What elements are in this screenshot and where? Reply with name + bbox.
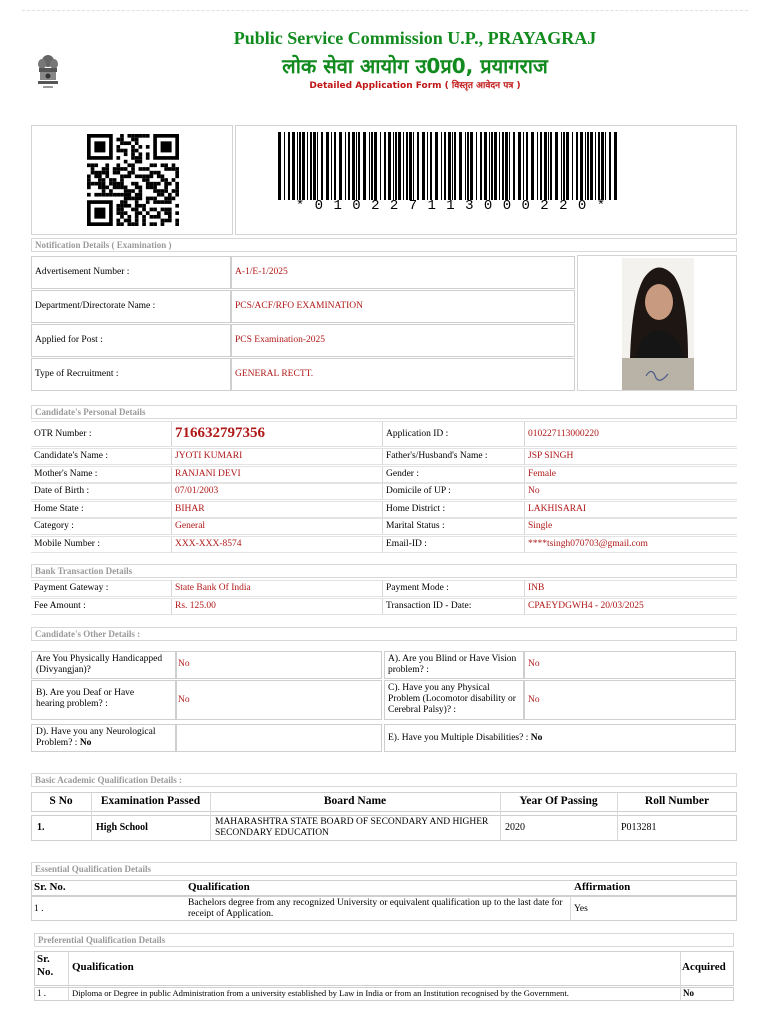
qr-code-box <box>31 125 233 235</box>
title-english: Public Service Commission U.P., PRAYAGRAJ <box>233 28 597 48</box>
application-id-value: 010227113000220 <box>528 429 599 439</box>
personal-value-2: ****tsingh070703@gmail.com <box>528 538 648 549</box>
preferential-header-srno: Sr. No. <box>37 953 54 978</box>
bank-label: Fee Amount : <box>34 600 86 611</box>
personal-value-2: No <box>528 486 540 496</box>
personal-value-2: Single <box>528 521 553 531</box>
notification-value: PCS Examination-2025 <box>235 335 325 345</box>
photo-box <box>577 255 737 391</box>
otr-label: OTR Number : <box>34 429 92 439</box>
otr-value: 716632797356 <box>175 425 265 441</box>
essential-header-affirmation: Affirmation <box>574 881 631 893</box>
academic-section-title: Basic Academic Qualification Details : <box>31 773 737 787</box>
notification-label: Department/Directorate Name : <box>35 301 156 311</box>
academic-year: 2020 <box>505 822 525 833</box>
personal-label-2: Home District : <box>386 503 446 514</box>
deaf-question: B). Are you Deaf or Have hearing problem? : <box>36 688 135 709</box>
personal-label: Date of Birth : <box>34 486 90 496</box>
academic-sno: 1. <box>37 822 45 833</box>
academic-exam: High School <box>96 822 148 833</box>
preferential-section-title: Preferential Qualification Details <box>34 933 734 947</box>
academic-header-roll: Roll Number <box>644 795 710 807</box>
deaf-answer: No <box>178 695 190 705</box>
top-rule <box>22 10 748 11</box>
bank-value: Rs. 125.00 <box>175 600 216 611</box>
notification-section-title: Notification Details ( Examination ) <box>31 238 737 252</box>
personal-label: Category : <box>34 521 74 531</box>
physically-handicapped-question: Are You Physically Handicapped (Divyangjan)? <box>36 654 163 675</box>
personal-label-2: Gender : <box>386 468 419 479</box>
bank-label: Payment Gateway : <box>34 583 109 593</box>
candidate-photo <box>622 258 694 390</box>
personal-label: Mobile Number : <box>34 538 100 549</box>
personal-value: XXX-XXX-8574 <box>175 538 242 549</box>
personal-value: General <box>175 521 206 531</box>
academic-roll: P013281 <box>621 822 657 833</box>
essential-header-srno: Sr. No. <box>34 881 66 893</box>
personal-label-2: Email-ID : <box>386 538 427 549</box>
multiple-disabilities-answer: No <box>530 733 543 743</box>
bank-label-2: Transaction ID - Date: <box>386 600 472 611</box>
bank-section-title: Bank Transaction Details <box>31 564 737 578</box>
notification-label: Type of Recruitment : <box>35 369 119 379</box>
personal-value-2: LAKHISARAI <box>528 503 587 514</box>
title-hindi: लोक सेवा आयोग उ0प्र0, प्रयागराज <box>282 54 548 78</box>
notification-label: Advertisement Number : <box>35 267 130 277</box>
bank-value-2: CPAEYDGWH4 - 20/03/2025 <box>528 600 644 611</box>
form-title: Detailed Application Form ( विस्तृत आवेदन पत्र ) <box>309 81 521 91</box>
personal-value-2: Female <box>528 468 556 479</box>
personal-label: Home State : <box>34 503 84 514</box>
preferential-header-qualification: Qualification <box>72 961 134 973</box>
barcode-icon <box>278 132 618 200</box>
blind-question: A). Are you Blind or Have Vision problem? : <box>388 654 517 675</box>
preferential-acquired: No <box>683 988 694 998</box>
multiple-disabilities-question: E). Have you Multiple Disabilities? : No <box>388 733 543 743</box>
academic-header-exam: Examination Passed <box>100 795 201 807</box>
neurological-answer: No <box>79 738 92 748</box>
barcode-box <box>235 125 737 235</box>
essential-srno: 1 . <box>34 904 44 914</box>
locomotor-question: C). Have you any Physical Problem (Locomotor disability or Cerebral Palsy)? : <box>388 683 516 715</box>
personal-value: JYOTI KUMARI <box>175 451 243 461</box>
notification-value: PCS/ACF/RFO EXAMINATION <box>235 301 364 311</box>
essential-section-title: Essential Qualification Details <box>31 862 737 876</box>
notification-value: GENERAL RECTT. <box>235 369 314 379</box>
academic-header-board: Board Name <box>323 795 387 807</box>
state-emblem-icon <box>34 52 62 94</box>
personal-value-2: JSP SINGH <box>528 451 574 461</box>
personal-section-title: Candidate's Personal Details <box>31 405 737 419</box>
personal-label-2: Domicile of UP : <box>386 486 451 496</box>
preferential-qualification: Diploma or Degree in public Administration from a university established by Law in India or from an Institution recognised by the Government. <box>72 988 569 998</box>
notification-value: A-1/E-1/2025 <box>235 267 288 277</box>
personal-value: RANJANI DEVI <box>175 468 241 479</box>
locomotor-answer: No <box>528 695 540 705</box>
academic-header-sno: S No <box>49 795 73 807</box>
otr-row <box>31 421 737 447</box>
other-section-title: Candidate's Other Details : <box>31 627 737 641</box>
personal-value: BIHAR <box>175 503 205 514</box>
notification-label: Applied for Post : <box>35 335 103 345</box>
essential-qualification: Bachelors degree from any recognized University or equivalent qualification up to the last date for receipt of Application. <box>188 898 563 919</box>
academic-header-year: Year Of Passing <box>519 795 598 807</box>
bank-value-2: INB <box>528 583 545 593</box>
academic-board: MAHARASHTRA STATE BOARD OF SECONDARY AND HIGHER SECONDARY EDUCATION <box>215 817 489 838</box>
bank-label-2: Payment Mode : <box>386 583 449 593</box>
personal-label: Candidate's Name : <box>34 451 108 461</box>
bank-value: State Bank Of India <box>175 583 251 593</box>
application-id-label: Application ID : <box>386 429 449 439</box>
physically-handicapped-answer: No <box>178 659 190 669</box>
personal-label-2: Marital Status : <box>386 521 445 531</box>
barcode-number: * 0 1 0 2 2 7 1 1 3 0 0 0 2 2 0 * <box>295 198 607 214</box>
essential-affirmation: Yes <box>574 904 588 914</box>
blind-answer: No <box>528 659 540 669</box>
qr-code-icon <box>87 134 179 226</box>
personal-label-2: Father's/Husband's Name : <box>386 451 488 461</box>
essential-header-qualification: Qualification <box>188 881 250 893</box>
personal-label: Mother's Name : <box>34 468 98 479</box>
neurological-question: D). Have you any Neurological Problem? : No <box>36 727 156 748</box>
preferential-srno: 1 . <box>37 988 46 998</box>
preferential-header-acquired: Acquired <box>682 961 726 973</box>
personal-value: 07/01/2003 <box>175 486 219 496</box>
